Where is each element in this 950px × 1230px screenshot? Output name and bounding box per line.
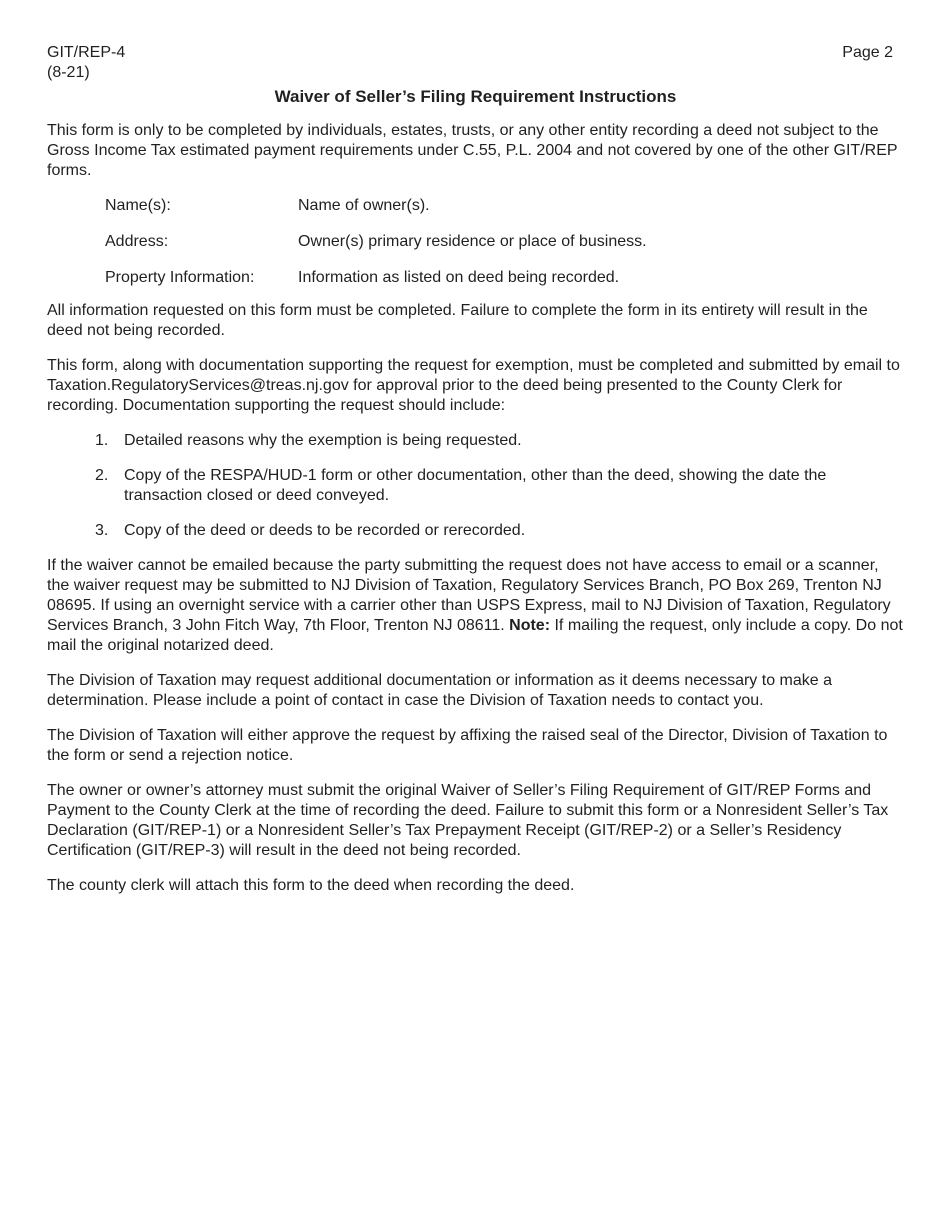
page-title: Waiver of Seller’s Filing Requirement Instructions (274, 87, 677, 106)
mailing-note-text: If mailing the request, only include a copy. Do not mail the original notarized deed. (47, 617, 903, 654)
field-label: Property Information: (105, 269, 255, 286)
list-item-number: 1. (95, 432, 109, 449)
field-row-property-information (105, 268, 904, 288)
field-label: Name(s): (105, 197, 171, 214)
list-item-text: Copy of the RESPA/HUD-1 form or other documentation, other than the deed, showing the date the transaction closed or deed conveyed. (124, 467, 827, 504)
form-id-block (47, 43, 125, 83)
note-label: Note: (509, 617, 551, 634)
list-item-text: Detailed reasons why the exemption is being requested. (124, 432, 522, 449)
form-id: GIT/REP-4 (47, 44, 126, 61)
page-header (47, 43, 904, 83)
county-clerk-paragraph: The county clerk will attach this form to the deed when recording the deed. (47, 877, 575, 894)
intro-paragraph: This form is only to be completed by individuals, estates, trusts, or any other entity recording a deed not subject to the Gross Income Tax estimated payment requirements under C.55, P.L. 2004 and not covered by one of the other GIT/REP forms. (47, 122, 898, 179)
original-submission-paragraph: The owner or owner’s attorney must submit the original Waiver of Seller’s Filing Requirement of GIT/REP Forms and Payment to the County Clerk at the time of recording the deed. Failure to submit this form or a Nonresident Seller’s Tax Declaration (GIT/REP-1) or a Nonresident Seller’s Tax Prepayment Receipt (GIT/REP-2) or a Seller’s Residency Certification (GIT/REP-3) will result in the deed not being recorded. (47, 782, 889, 859)
field-description: Name of owner(s). (298, 197, 430, 214)
list-item (95, 431, 904, 451)
page-number: Page 2 (842, 44, 893, 61)
field-row-names (105, 196, 904, 216)
mailing-text: If the waiver cannot be emailed because the party submitting the request does not have access to email or a scanner, the waiver request may be submitted to NJ Division of Taxation, Regulatory Services Branch, PO Box 269, Trenton NJ 08695. If using an overnight service with a carrier other than USPS Express, mail to NJ Division of Taxation, Regulatory Services Branch, 3 John Fitch Way, 7th Floor, Trenton NJ 08611. (47, 557, 891, 634)
field-description: Information as listed on deed being recorded. (298, 269, 620, 286)
field-label: Address: (105, 233, 169, 250)
mailing-paragraph (47, 556, 904, 656)
form-revision: (8-21) (47, 64, 90, 81)
list-item-number: 3. (95, 522, 109, 539)
field-descriptions (105, 196, 904, 288)
list-item (95, 466, 904, 506)
field-row-address (105, 232, 904, 252)
field-description: Owner(s) primary residence or place of business. (298, 233, 647, 250)
submission-paragraph: This form, along with documentation supporting the request for exemption, must be completed and submitted by email to Taxation.RegulatoryServices@treas.nj.gov for approval prior to the deed being presented to the County Clerk for recording. Documentation supporting the request should include: (47, 357, 900, 414)
additional-documentation-paragraph: The Division of Taxation may request additional documentation or information as it deems necessary to make a determination. Please include a point of contact in case the Division of Taxation needs to contact you. (47, 672, 832, 709)
completion-paragraph: All information requested on this form must be completed. Failure to complete the form in its entirety will result in the deed not being recorded. (47, 302, 868, 339)
list-item (95, 521, 904, 541)
list-item-number: 2. (95, 467, 109, 484)
list-item-text: Copy of the deed or deeds to be recorded or rerecorded. (124, 522, 526, 539)
approval-paragraph: The Division of Taxation will either approve the request by affixing the raised seal of the Director, Division of Taxation to the form or send a rejection notice. (47, 727, 888, 764)
documentation-list (95, 431, 904, 541)
